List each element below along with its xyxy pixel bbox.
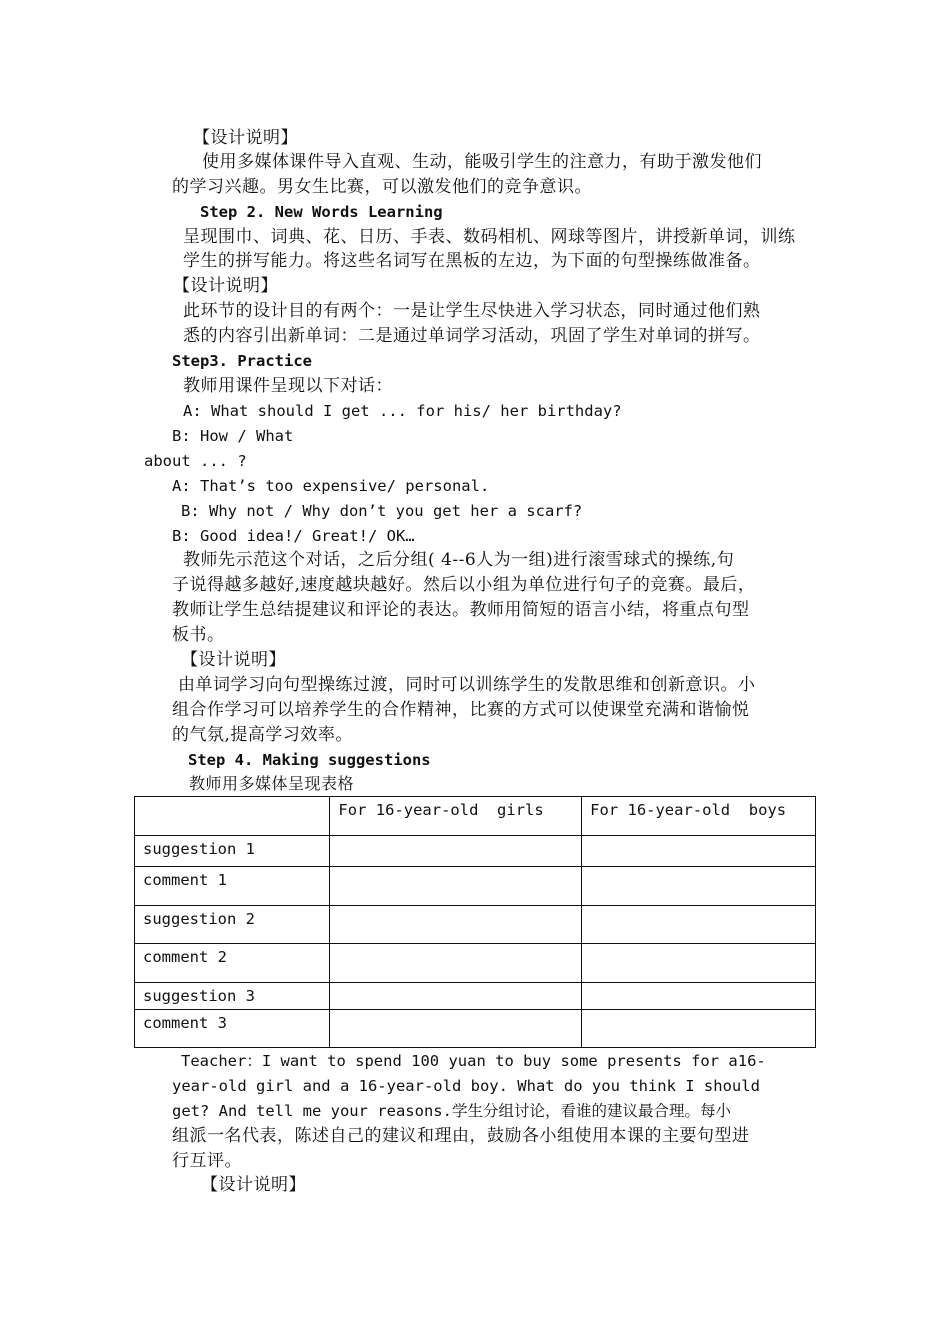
- dialog-line: A: What should I get ... for his/ her birthday?: [183, 402, 622, 420]
- paragraph-text: year-old girl and a 16-year-old boy. What do you think I should: [172, 1077, 760, 1095]
- dialog-line: B: Good idea!/ Great!/ OK…: [172, 527, 415, 545]
- paragraph-text: get? And tell me your reasons.学生分组讨论，看谁的建议最合理。每小: [172, 1102, 731, 1120]
- table-cell: [330, 1010, 582, 1048]
- table-cell: [330, 836, 582, 867]
- dialog-line: B: Why not / Why don’t you get her a scarf?: [181, 502, 583, 520]
- table-cell: [582, 836, 816, 867]
- paragraph-text: 教师用课件呈现以下对话：: [183, 376, 393, 396]
- table-header-cell: For 16-year-old boys: [582, 797, 816, 836]
- table-header-cell: [135, 797, 330, 836]
- table-cell: [582, 983, 816, 1010]
- step-2-heading: Step 2. New Words Learning: [200, 203, 443, 221]
- table-cell: comment 1: [135, 867, 330, 906]
- design-note-text: 的气氛,提高学习效率。: [172, 725, 353, 745]
- table-cell: [330, 983, 582, 1010]
- table-cell: [330, 944, 582, 983]
- table-cell: [582, 1010, 816, 1048]
- table-cell: comment 2: [135, 944, 330, 983]
- table-cell: [582, 906, 816, 944]
- table-cell: suggestion 2: [135, 906, 330, 944]
- design-note-text: 此环节的设计目的有两个：一是让学生尽快进入学习状态，同时通过他们熟: [183, 301, 761, 321]
- paragraph-text: 行互评。: [172, 1151, 242, 1171]
- design-note-text: 的学习兴趣。男女生比赛，可以激发他们的竞争意识。: [172, 177, 592, 197]
- paragraph-text: 教师先示范这个对话，之后分组( 4--6人为一组)进行滚雪球式的操练,句: [183, 550, 735, 570]
- table-row: [135, 1010, 816, 1048]
- table-row: [135, 906, 816, 944]
- table-cell: suggestion 3: [135, 983, 330, 1010]
- table-cell: [582, 944, 816, 983]
- design-note-title: 【设计说明】: [193, 128, 298, 148]
- paragraph-text: Teacher：I want to spend 100 yuan to buy some presents for a16-: [181, 1052, 766, 1070]
- table-cell: [330, 867, 582, 906]
- table-header-cell: For 16-year-old girls: [330, 797, 582, 836]
- table-cell: comment 3: [135, 1010, 330, 1048]
- design-note-text: 悉的内容引出新单词：二是通过单词学习活动，巩固了学生对单词的拼写。: [183, 326, 761, 346]
- table-row: [135, 944, 816, 983]
- paragraph-text: 组派一名代表，陈述自己的建议和理由，鼓励各小组使用本课的主要句型进: [172, 1126, 750, 1146]
- paragraph-text: 教师让学生总结提建议和评论的表达。教师用简短的语言小结，将重点句型: [172, 600, 750, 620]
- design-note-text: 使用多媒体课件导入直观、生动，能吸引学生的注意力，有助于激发他们: [202, 152, 762, 172]
- table-row: [135, 867, 816, 906]
- paragraph-text: 子说得越多越好,速度越块越好。然后以小组为单位进行句子的竞赛。最后，: [172, 575, 756, 595]
- design-note-title: 【设计说明】: [173, 276, 278, 296]
- suggestions-table: [134, 796, 816, 1048]
- paragraph-text: 呈现围巾、词典、花、日历、手表、数码相机、网球等图片，讲授新单词，训练: [183, 227, 796, 247]
- dialog-line: A: That’s too expensive/ personal.: [172, 477, 490, 495]
- design-note-title: 【设计说明】: [181, 650, 286, 670]
- table-cell: suggestion 1: [135, 836, 330, 867]
- table-header-row: [135, 797, 816, 836]
- paragraph-text: 学生的拼写能力。将这些名词写在黑板的左边，为下面的句型操练做准备。: [183, 251, 761, 271]
- dialog-line: B: How / What: [172, 427, 294, 445]
- table-cell: [582, 867, 816, 906]
- step-3-heading: Step3. Practice: [172, 352, 312, 370]
- step-4-heading: Step 4. Making suggestions: [188, 751, 431, 769]
- design-note-text: 由单词学习向句型操练过渡，同时可以训练学生的发散思维和创新意识。小: [178, 675, 756, 695]
- paragraph-text: 板书。: [172, 625, 225, 645]
- paragraph-text: 教师用多媒体呈现表格: [189, 774, 355, 793]
- table-row: [135, 836, 816, 867]
- design-note-title: 【设计说明】: [201, 1175, 306, 1195]
- design-note-text: 组合作学习可以培养学生的合作精神，比赛的方式可以使课堂充满和谐愉悦: [172, 700, 750, 720]
- table-row: [135, 983, 816, 1010]
- dialog-line: about ... ?: [144, 452, 247, 470]
- table-cell: [330, 906, 582, 944]
